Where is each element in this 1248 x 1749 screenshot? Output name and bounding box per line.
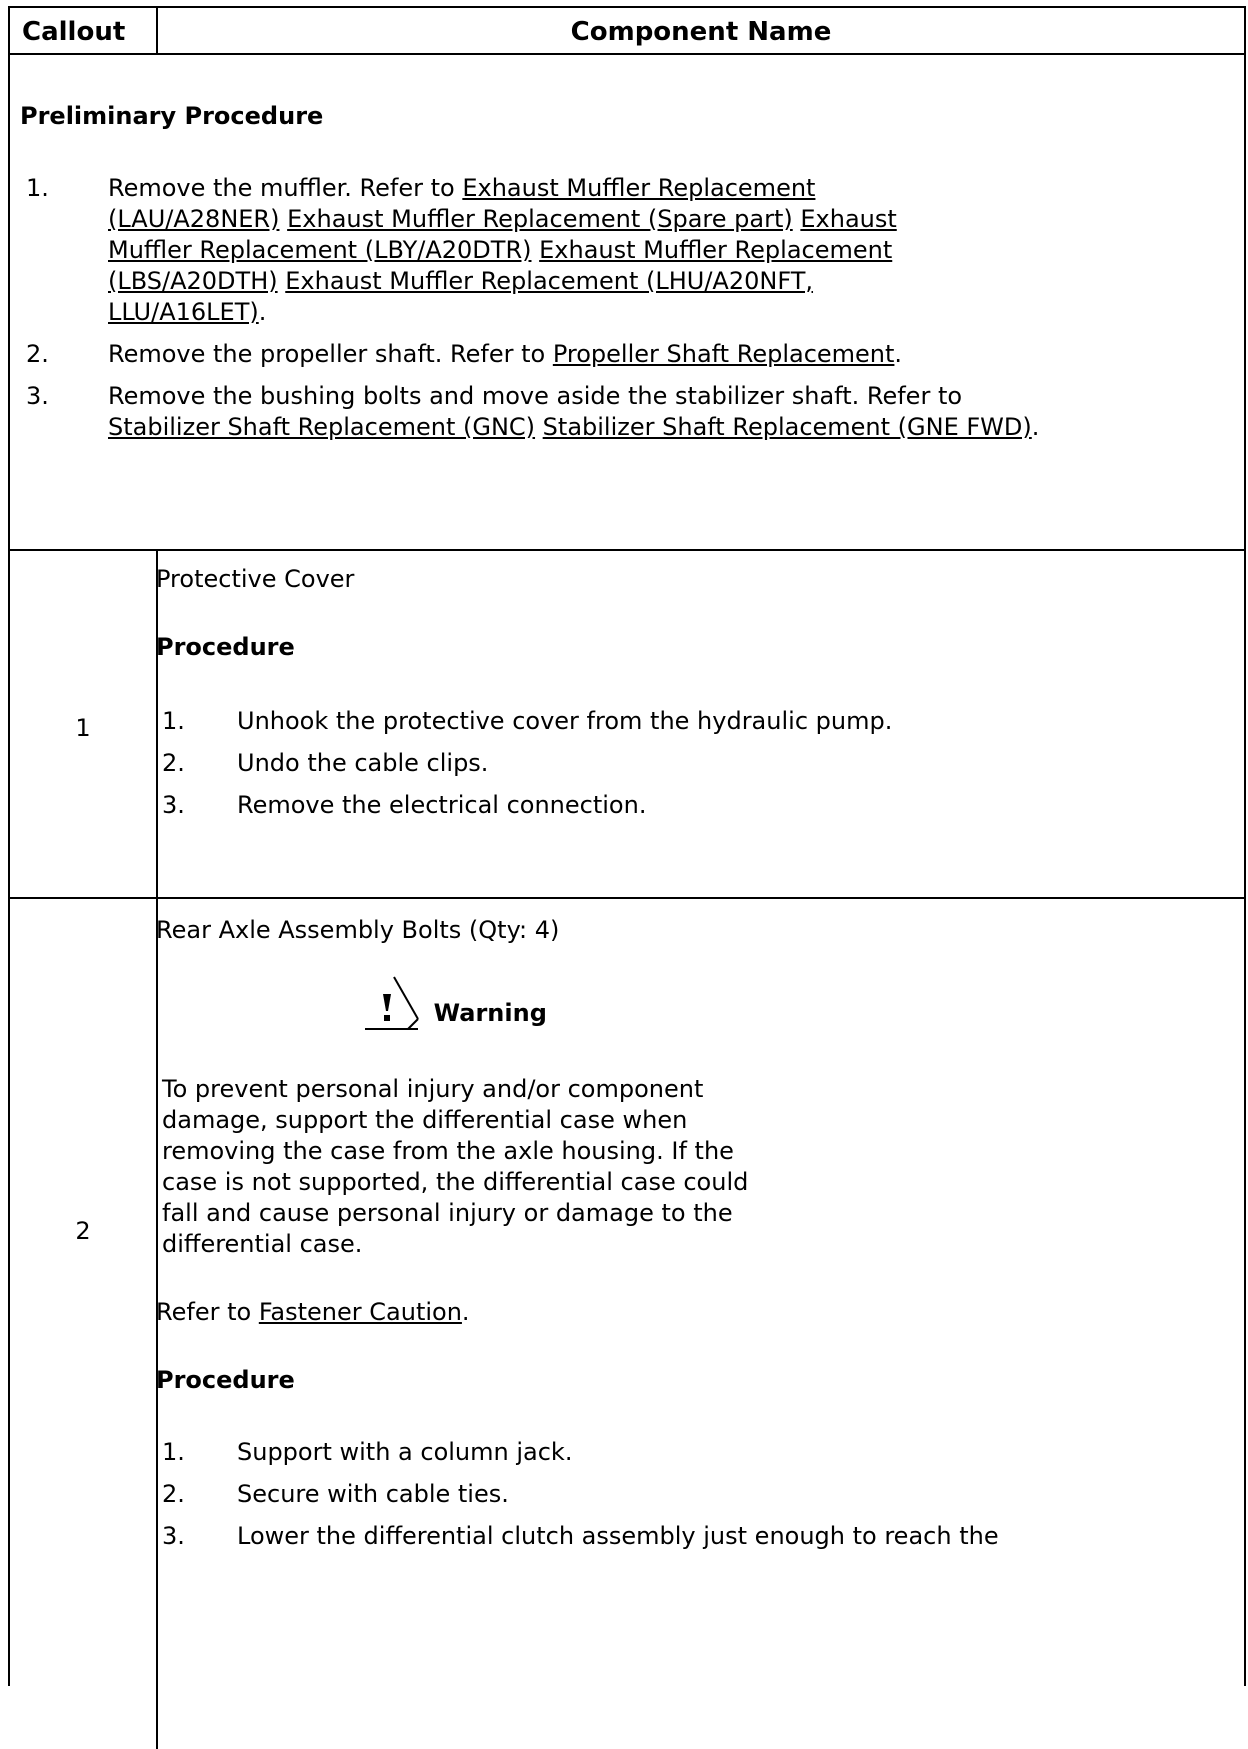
warning-label: Warning (433, 999, 547, 1027)
preliminary-step-3: 3. Remove the bushing bolts and move aside the stabilizer shaft. Refer to Stabilizer Shaft Replacement (GNC) Stabilizer Shaft Replacement (GNE FWD). (26, 382, 1040, 441)
link-muffler-lau[interactable]: Exhaust Muffler Replacement (LAU/A28NER) (108, 174, 816, 233)
step-text: Remove the muffler. Refer to (108, 174, 455, 202)
step-number: 1. (26, 174, 49, 202)
row1-steps (162, 706, 1162, 821)
column-divider (156, 549, 158, 1749)
row2-steps (162, 1437, 1222, 1552)
row2-step: 2. Secure with cable ties. (162, 1480, 509, 1508)
row2-step: 3. Lower the differential clutch assembly just enough to reach the (162, 1522, 999, 1550)
preliminary-step-2: 2. Remove the propeller shaft. Refer to Propeller Shaft Replacement. (26, 340, 903, 368)
warning-triangle-icon (364, 973, 420, 1031)
link-fastener-caution[interactable]: Fastener Caution (258, 1298, 462, 1326)
row1-step: 1. Unhook the protective cover from the hydraulic pump. (162, 707, 893, 735)
header-component-name: Component Name (570, 17, 832, 47)
preliminary-steps (26, 173, 1126, 443)
preliminary-step-1: 1. Remove the muffler. Refer to Exhaust Muffler Replacement (LAU/A28NER) Exhaust Muffler Replacement (Spare part) Exhaust Muffler Replacement (LBY/A20DTR) Exhaust Muffler Replacement (LBS/A20DTH) Exhaust Muffler Replacement (LHU/A20NFT, LLU/A16LET). (26, 174, 897, 326)
link-muffler-spare[interactable]: Exhaust Muffler Replacement (Spare part) (287, 205, 793, 233)
link-stabilizer-gne[interactable]: Stabilizer Shaft Replacement (GNE FWD) (542, 413, 1032, 441)
link-muffler-lhu[interactable]: Exhaust Muffler Replacement (LHU/A20NFT, LLU/A16LET) (108, 267, 814, 326)
row1-step: 2. Undo the cable clips. (162, 749, 489, 777)
link-stabilizer-gnc[interactable]: Stabilizer Shaft Replacement (GNC) (108, 413, 536, 441)
step-text: Remove the bushing bolts and move aside the stabilizer shaft. Refer to (108, 382, 963, 410)
preliminary-bottom-border (10, 549, 1244, 551)
link-propeller-shaft[interactable]: Propeller Shaft Replacement (552, 340, 895, 368)
component-name: Rear Axle Assembly Bolts (Qty: 4) (156, 916, 560, 944)
procedure-label: Procedure (156, 1366, 295, 1394)
link-muffler-lby[interactable]: Exhaust Muffler Replacement (LBY/A20DTR) (108, 205, 897, 264)
header-bottom-border (10, 53, 1244, 55)
table-top-border (10, 6, 1244, 8)
warning-heading (364, 973, 547, 1031)
row1-step: 3. Remove the electrical connection. (162, 791, 647, 819)
step-text: Remove the propeller shaft. Refer to (108, 340, 546, 368)
step-number: 3. (26, 382, 49, 410)
callout-number: 1 (75, 714, 91, 742)
component-table (8, 6, 1246, 1686)
step-number: 2. (26, 340, 49, 368)
warning-text: To prevent personal injury and/or component damage, support the differential case when removing the case from the axle housing. If the case is not supported, the differential case could fall and cause personal injury or damage to the differential case. (162, 1075, 749, 1258)
preliminary-title: Preliminary Procedure (20, 102, 324, 130)
procedure-label: Procedure (156, 633, 295, 661)
row1-bottom-border (10, 897, 1244, 899)
link-muffler-lbs[interactable]: Exhaust Muffler Replacement (LBS/A20DTH) (108, 236, 893, 295)
header-callout: Callout (22, 17, 126, 47)
callout-number: 2 (75, 1217, 91, 1245)
row2-step: 1. Support with a column jack. (162, 1438, 573, 1466)
refer-line: Refer to Fastener Caution. (156, 1298, 470, 1326)
component-name: Protective Cover (156, 565, 355, 593)
